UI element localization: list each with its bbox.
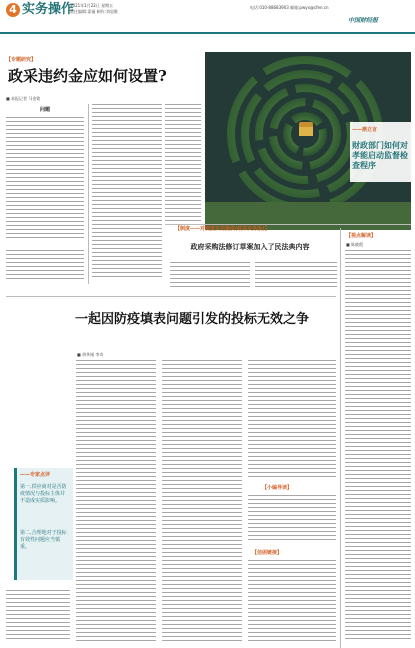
middle-body-col-2 <box>255 262 337 290</box>
article-byline: ■ 本报记者 马金铭 <box>6 96 41 101</box>
middle-body-col-1 <box>170 262 250 290</box>
main-body-col-3b <box>248 495 336 540</box>
lower-tag-1: 【小编导读】 <box>262 485 293 491</box>
middle-tag: 【制度——对制度实用提供(政采实务版)】 <box>175 226 270 232</box>
header-editor: 责任编辑:姜福 制作:刘思维 <box>70 9 118 14</box>
newspaper-name: 中国财经报 <box>348 17 379 24</box>
section-divider <box>165 224 411 225</box>
header-date: 2021年1月22日 星期五 <box>70 3 114 8</box>
sidebar-quote-1: 第一,供应商对是否防疫情况与投标主体并不造成实质影响。 <box>20 484 67 504</box>
page-number: 4 <box>6 3 20 17</box>
header-contact: 电话:010-88683903 邮箱:pwyx@cfen.cn <box>250 5 329 10</box>
article-tag: 【专题研究】 <box>6 57 37 63</box>
main-body-col-1 <box>76 360 156 642</box>
sidebar-body <box>6 590 70 640</box>
article-body-col-1b <box>6 250 84 280</box>
image-caption-tag: ——鼎立言 <box>352 127 378 133</box>
section-title: 实务操作 <box>22 2 75 17</box>
main-body-col-2 <box>162 360 242 642</box>
article-body-col-3 <box>165 104 201 224</box>
article-body-col-2 <box>92 104 162 279</box>
column-divider <box>88 104 89 284</box>
right-column-tag: 【视点解读】 <box>346 233 377 239</box>
main-divider <box>6 296 336 297</box>
main-body-col-3c <box>248 560 336 642</box>
lower-tag-2: 【信函链接】 <box>252 550 283 556</box>
article-title: 政采违约金应如何设置? <box>8 67 167 85</box>
main-byline: ■ 胡华刚 李奇 <box>77 352 104 357</box>
page-header <box>0 0 415 34</box>
sidebar-tag: ——专家点评 <box>20 472 51 478</box>
right-column-body <box>345 250 411 640</box>
middle-title: 政府采购法修订草案加入了民法典内容 <box>190 242 310 251</box>
image-caption-title: 财政部门如何对孝能启动监督检查程序 <box>352 140 408 170</box>
right-column-byline: ■ 陈晓霞 <box>346 242 364 247</box>
main-title: 一起因防疫填表问题引发的投标无效之争 <box>75 312 310 327</box>
article-body-col-1 <box>6 117 84 241</box>
article-subhead: 问题 <box>40 107 51 113</box>
main-body-col-3 <box>248 360 336 480</box>
sidebar-quote-2: 第二,合理地对于投标有效性问题应当慎重。 <box>20 530 67 550</box>
column-divider-right <box>340 228 341 648</box>
